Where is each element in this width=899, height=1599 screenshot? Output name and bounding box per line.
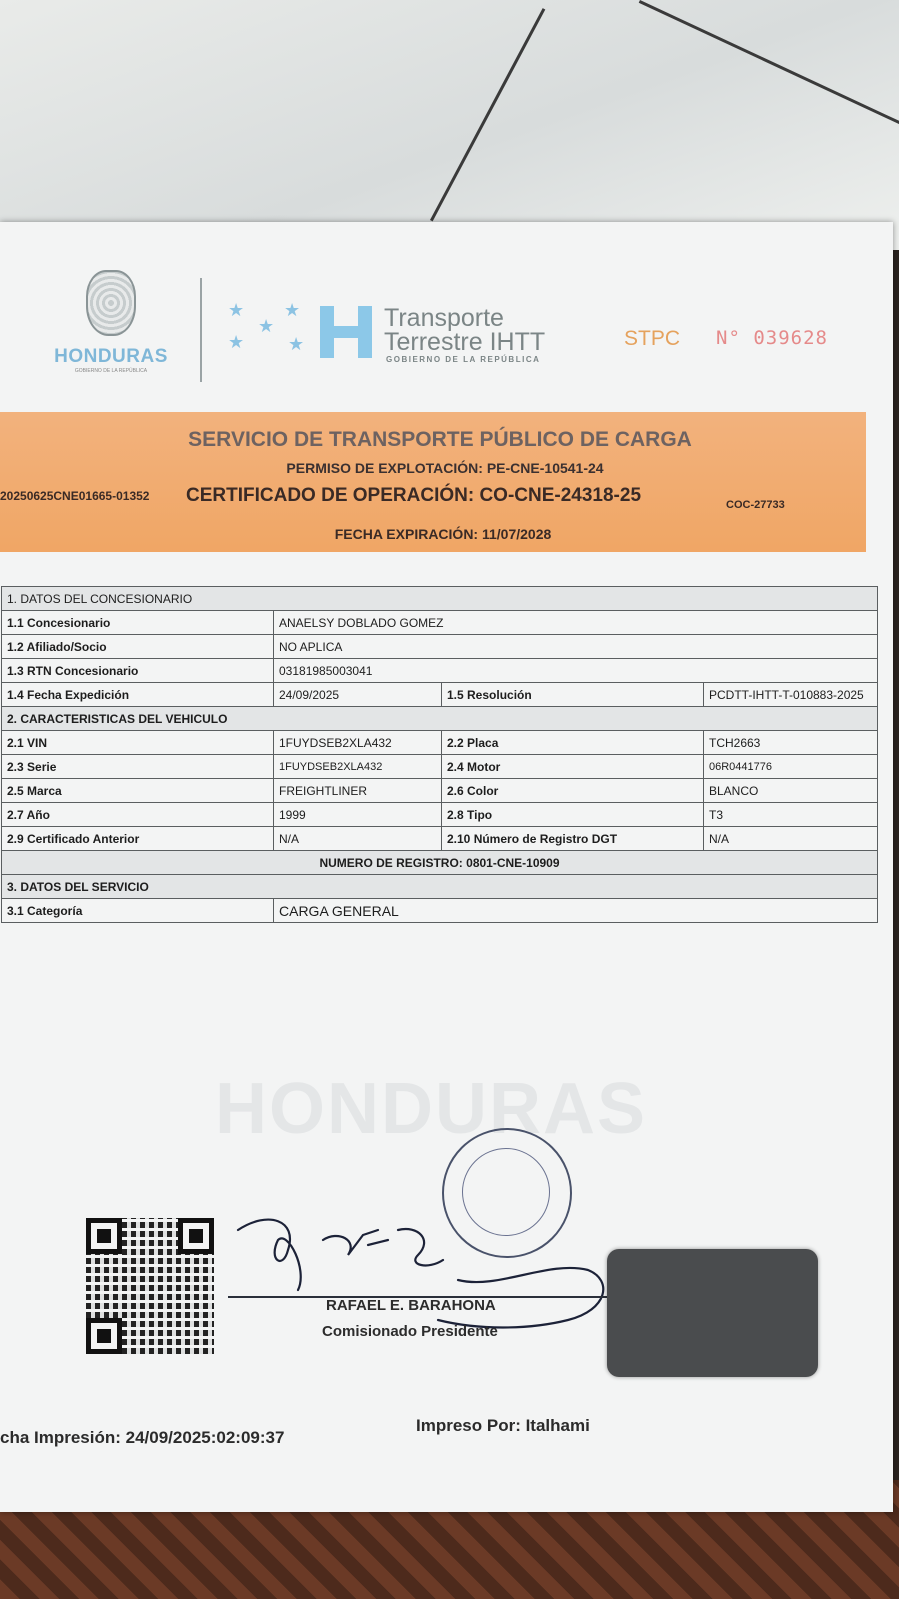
section-heading: 3. DATOS DEL SERVICIO <box>2 875 878 899</box>
table-row <box>2 899 878 923</box>
coc-number: COC-27733 <box>726 499 785 511</box>
honduras-logo <box>46 270 176 374</box>
watermark: HONDURAS <box>215 1069 648 1149</box>
field-value: 1FUYDSEB2XLA432 <box>274 755 442 779</box>
field-value: CARGA GENERAL <box>274 899 878 923</box>
logo-subtext: GOBIERNO DE LA REPÚBLICA <box>74 368 148 374</box>
header-divider <box>200 278 202 382</box>
logo-text: HONDURAS <box>54 346 168 367</box>
serial-number: N° 039628 <box>716 327 828 349</box>
background-surface <box>0 0 899 250</box>
field-value: N/A <box>704 827 878 851</box>
field-value: 24/09/2025 <box>274 683 442 707</box>
field-value: 1FUYDSEB2XLA432 <box>274 731 442 755</box>
redaction-box <box>607 1249 818 1377</box>
field-value: NO APLICA <box>274 635 878 659</box>
permit-number: PERMISO DE EXPLOTACIÓN: PE-CNE-10541-24 <box>286 460 604 476</box>
table-row <box>2 635 878 659</box>
signature-icon <box>228 1200 618 1340</box>
field-value: BLANCO <box>704 779 878 803</box>
table-row <box>2 731 878 755</box>
field-label: 2.5 Marca <box>2 779 274 803</box>
table-row <box>2 587 878 611</box>
field-value: ANAELSY DOBLADO GOMEZ <box>274 611 878 635</box>
certificate-number: CERTIFICADO DE OPERACIÓN: CO-CNE-24318-25 <box>186 485 642 506</box>
document-id: 20250625CNE01665-01352 <box>0 489 150 503</box>
expiration-date: FECHA EXPIRACIÓN: 11/07/2028 <box>334 526 552 542</box>
table-row <box>2 659 878 683</box>
signer-role: Comisionado Presidente <box>322 1323 498 1340</box>
data-table <box>1 586 878 923</box>
table-row <box>2 611 878 635</box>
field-label: 2.9 Certificado Anterior <box>2 827 274 851</box>
field-label: 2.3 Serie <box>2 755 274 779</box>
field-label: 2.7 Año <box>2 803 274 827</box>
field-value: 1999 <box>274 803 442 827</box>
field-value: N/A <box>274 827 442 851</box>
field-label: 2.10 Número de Registro DGT <box>442 827 704 851</box>
table-row <box>2 779 878 803</box>
registration-number: NUMERO DE REGISTRO: 0801-CNE-10909 <box>2 851 878 875</box>
print-date: cha Impresión: 24/09/2025:02:09:37 <box>0 1428 285 1447</box>
table-row <box>2 851 878 875</box>
qr-code-icon <box>86 1218 214 1354</box>
table-row <box>2 755 878 779</box>
coat-of-arms-icon <box>86 270 136 336</box>
section-heading: 2. CARACTERISTICAS DEL VEHICULO <box>2 707 878 731</box>
document-title: SERVICIO DE TRANSPORTE PÚBLICO DE CARGA <box>188 428 692 451</box>
five-stars-icon: ★ ★ ★ ★ ★ <box>228 300 305 354</box>
field-label: 1.2 Afiliado/Socio <box>2 635 274 659</box>
table-row <box>2 827 878 851</box>
field-value: PCDTT-IHTT-T-010883-2025 <box>704 683 878 707</box>
field-value: 03181985003041 <box>274 659 878 683</box>
field-value: 06R0441776 <box>704 755 878 779</box>
field-label: 1.1 Concesionario <box>2 611 274 635</box>
section-heading: 1. DATOS DEL CONCESIONARIO <box>2 587 878 611</box>
stpc-label: STPC <box>624 327 681 350</box>
table-row <box>2 683 878 707</box>
field-label: 2.1 VIN <box>2 731 274 755</box>
field-label: 2.6 Color <box>442 779 704 803</box>
field-label: 2.2 Placa <box>442 731 704 755</box>
table-row <box>2 875 878 899</box>
field-label: 3.1 Categoría <box>2 899 274 923</box>
field-label: 2.4 Motor <box>442 755 704 779</box>
ihtt-subtitle: GOBIERNO DE LA REPÚBLICA <box>386 355 541 364</box>
signer-name: RAFAEL E. BARAHONA <box>326 1297 496 1314</box>
field-label: 2.8 Tipo <box>442 803 704 827</box>
printed-by: Impreso Por: Italhami <box>416 1416 590 1435</box>
field-value: TCH2663 <box>704 731 878 755</box>
ihtt-h-logo-icon <box>320 306 376 358</box>
table-row <box>2 707 878 731</box>
field-value: T3 <box>704 803 878 827</box>
field-label: 1.4 Fecha Expedición <box>2 683 274 707</box>
ihtt-title-line2: Terrestre IHTT <box>384 328 546 356</box>
field-label: 1.3 RTN Concesionario <box>2 659 274 683</box>
field-label: 1.5 Resolución <box>442 683 704 707</box>
field-value: FREIGHTLINER <box>274 779 442 803</box>
ihtt-title-line1: Transporte <box>384 304 504 332</box>
table-row <box>2 803 878 827</box>
